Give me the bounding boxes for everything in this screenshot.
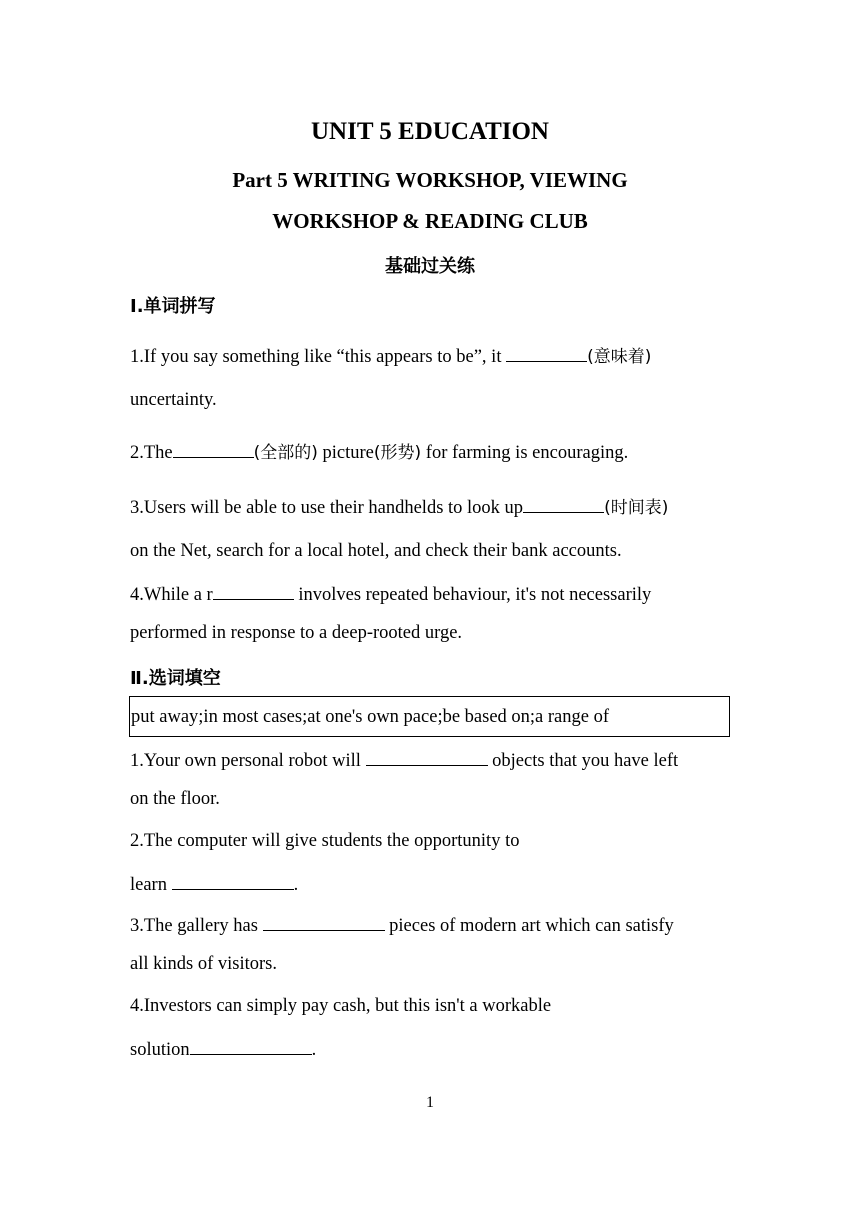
s2-q1-line1: 1.Your own personal robot will objects that you have left — [130, 748, 678, 772]
answer-blank[interactable] — [523, 495, 604, 513]
s1-q4-line2: performed in response to a deep-rooted urge. — [130, 623, 463, 643]
unit-title: UNIT 5 EDUCATION — [310, 118, 549, 145]
answer-blank[interactable] — [213, 582, 294, 600]
answer-blank[interactable] — [172, 872, 294, 890]
s1-q1-line2: uncertainty. — [130, 390, 217, 410]
s1-q3-line2: on the Net, search for a local hotel, and check their bank accounts. — [130, 541, 622, 561]
s1-q4-line1: 4.While a r involves repeated behaviour, it's not necessarily — [130, 582, 651, 606]
s1-q1-line1: 1.If you say something like “this appears to be”, it (意味着) — [130, 342, 651, 368]
word-bank-box — [129, 696, 730, 737]
answer-blank[interactable] — [173, 440, 254, 458]
s2-q1-line2: on the floor. — [130, 789, 220, 809]
page-number: 1 — [426, 1094, 434, 1111]
s2-q2-line1: 2.The computer will give students the opportunity to — [130, 831, 520, 851]
s2-q2-line2: learn . — [130, 872, 298, 896]
s2-q4-line1: 4.Investors can simply pay cash, but this isn't a workable — [130, 996, 552, 1016]
s2-q4-line2: solution . — [130, 1037, 316, 1061]
s1-q3-line1: 3.Users will be able to use their handhelds to look up (时间表) — [130, 493, 668, 519]
s2-q3-line2: all kinds of visitors. — [130, 954, 277, 974]
section1-title: Ⅰ.单词拼写 — [130, 296, 216, 317]
answer-blank[interactable] — [506, 344, 587, 362]
answer-blank[interactable] — [366, 748, 488, 766]
section2-title: Ⅱ.选词填空 — [130, 668, 221, 689]
exercise-subtitle: 基础过关练 — [385, 256, 475, 277]
answer-blank[interactable] — [263, 913, 385, 931]
answer-blank[interactable] — [190, 1037, 312, 1055]
s1-q2-line1: 2.The (全部的) picture(形势) for farming is encouraging. — [130, 438, 628, 464]
part-title-line1: Part 5 WRITING WORKSHOP, VIEWING — [232, 168, 628, 192]
word-bank-text: put away;in most cases;at one's own pace;be based on;a range of — [131, 707, 610, 727]
part-title-line2: WORKSHOP & READING CLUB — [272, 209, 588, 233]
s2-q3-line1: 3.The gallery has pieces of modern art which can satisfy — [130, 913, 674, 937]
